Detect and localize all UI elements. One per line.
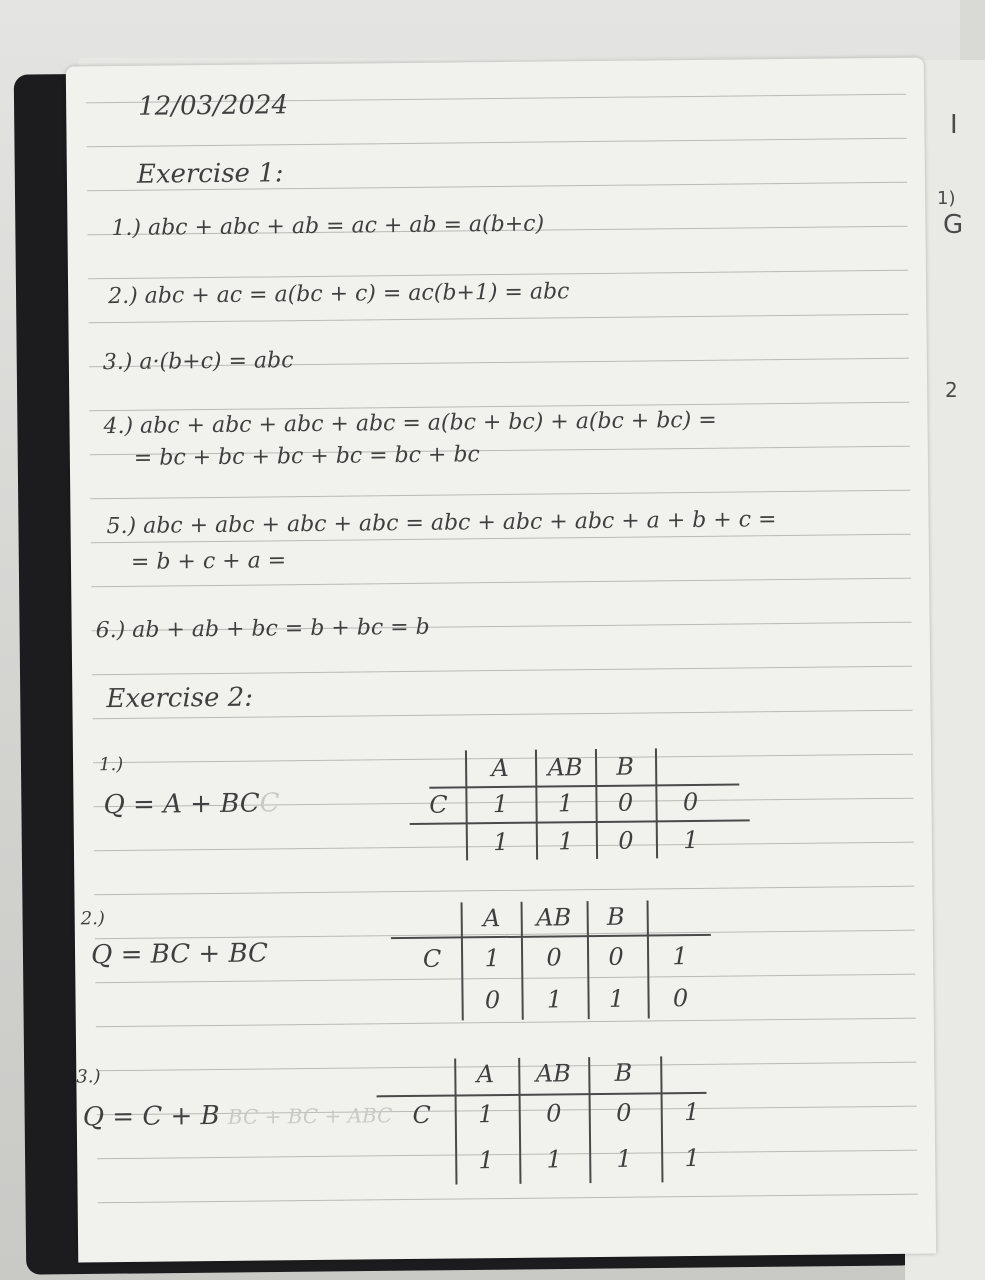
table-divider [518,1058,521,1184]
problem-equation [103,788,279,820]
exercise1-item: 1.) abc + abc + ab = ac + ab = a(b+c) [111,211,545,242]
exercise1-item: 6.) ab + ab + bc = b + bc = b [95,614,430,644]
kmap-cell: 1 [608,984,625,1013]
kmap-cell: 1 [683,1097,700,1127]
kmap-cell: 1 [684,1143,701,1173]
kmap-header: A [491,753,509,783]
ruled-line [90,490,910,500]
problem-number: 2.) [80,908,106,930]
ruled-line [87,138,907,148]
kmap-cell: 0 [608,942,624,971]
ruled-line [98,1194,918,1204]
exercise1-item: 3.) a·(b+c) = abc [102,348,294,376]
kmap-cell: 1 [478,1146,495,1175]
kmap-table [391,900,722,1027]
table-divider [461,902,464,1020]
kmap-cell: 0 [615,1098,632,1127]
kmap-cell: 1 [492,789,509,819]
kmap-cell: 1 [493,827,509,857]
table-divider [454,1058,457,1184]
kmap-header: A [476,1060,495,1089]
exercise1-item: 2.) abc + ac = a(bc + c) = ac(b+1) = abc [108,279,570,310]
problem-equation [83,1099,393,1132]
kmap-cell: 0 [546,943,562,972]
erased-text: C [259,788,280,819]
table-divider [410,819,750,825]
kmap-row-label: C [429,790,448,819]
kmap-table [376,1056,717,1190]
kmap-cell: 0 [484,986,501,1015]
kmap-table [409,747,750,871]
kmap-header: B [616,752,635,781]
exercise1-item: = bc + bc + bc + bc = bc + bc [133,442,480,471]
exercise1-item: 5.) abc + abc + abc + abc = abc + abc + abc + a + b + c = [106,507,777,540]
ruled-line [91,578,911,588]
problem-equation: Q = BC + BC [90,938,269,971]
kmap-cell: 0 [618,826,634,855]
kmap-header: A [482,904,501,933]
problem-number: 3.) [76,1066,101,1088]
table-divider [391,934,711,939]
kmap-row-label: C [422,944,442,973]
kmap-row-label: C [412,1100,432,1129]
kmap-cell: 0 [672,984,689,1013]
exercise1-title: Exercise 1: [136,158,284,190]
exercise1-item: 4.) abc + abc + abc + abc = a(bc + bc) + a(bc + bc) = [103,407,717,440]
kmap-header: AB [535,1059,571,1088]
kmap-cell: 0 [545,1099,562,1128]
kmap-cell: 1 [557,789,574,818]
kmap-cell: 1 [477,1100,494,1129]
kmap-header: B [614,1058,633,1087]
facing-page-text: I [950,110,958,140]
ruled-line [92,666,912,676]
notebook-page [66,58,936,1263]
kmap-cell: 1 [616,1144,633,1173]
equation-text: Q = A + BC [103,788,260,821]
ruled-line [88,270,908,280]
table-divider [587,901,590,1019]
kmap-header: AB [547,753,583,782]
ruled-line [94,886,914,896]
equation-text: Q = C + B [82,1100,220,1133]
kmap-header: B [606,902,625,931]
erased-text: BC + BC + ABC [227,1103,393,1129]
exercise2-title: Exercise 2: [106,682,254,715]
table-divider [655,748,658,858]
table-divider [647,900,650,1018]
table-divider [521,902,524,1020]
problem-number: 1.) [98,753,124,776]
kmap-cell: 1 [484,944,500,973]
facing-page-text: 2 [945,378,958,402]
kmap-cell: 1 [546,1145,563,1174]
kmap-cell: 1 [672,942,688,971]
kmap-header: AB [536,903,572,932]
kmap-cell: 0 [682,787,699,817]
date-heading: 12/03/2024 [138,90,289,122]
exercise1-item: = b + c + a = [130,548,287,575]
kmap-cell: 1 [683,825,699,855]
table-divider [377,1092,707,1097]
kmap-cell: 1 [546,985,563,1014]
table-divider [465,750,468,860]
facing-page-text: G [943,210,964,240]
table-divider [588,1057,591,1183]
kmap-cell: 1 [558,827,574,856]
table-divider [595,749,598,859]
ruled-line [88,314,908,324]
table-divider [660,1056,663,1182]
kmap-cell: 0 [617,788,634,817]
facing-page-text: 1) [937,188,956,209]
table-divider [535,750,538,860]
